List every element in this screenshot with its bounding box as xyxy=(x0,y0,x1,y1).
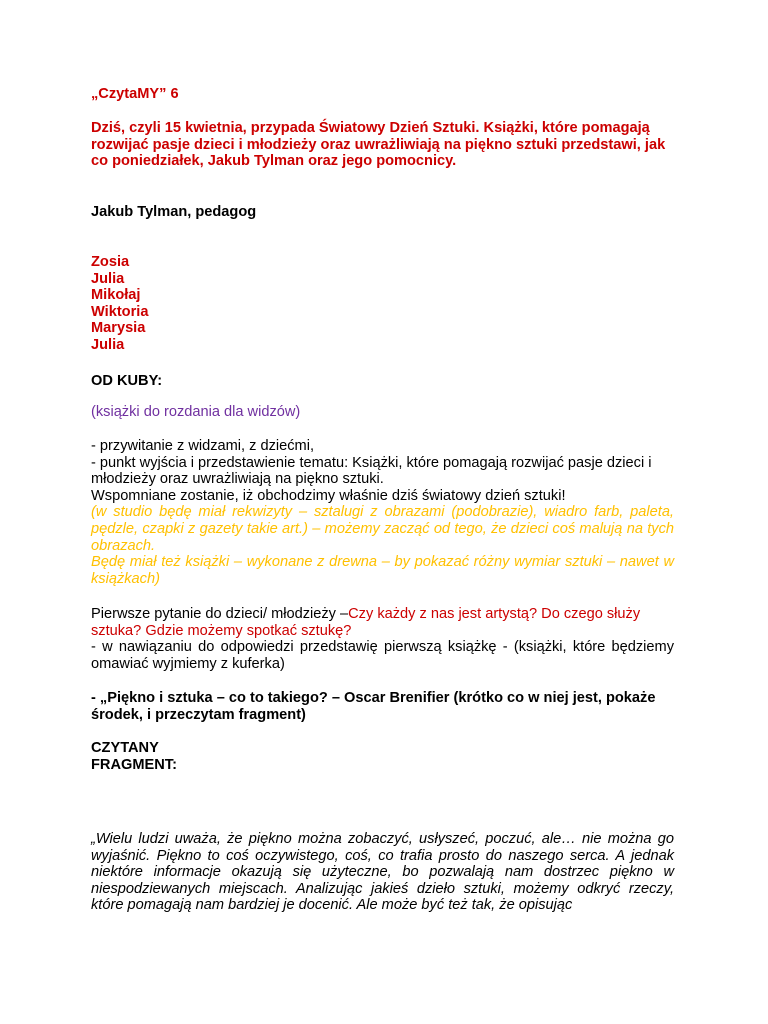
plan-block xyxy=(91,438,674,587)
books-note: (książki do rozdania dla widzów) xyxy=(91,404,301,420)
quote-paragraph: „Wielu ludzi uważa, że piękno można zobaczyć, usłyszeć, poczuć, ale… nie można go wyjaśnić. Piękno to coś oczywistego, coś, co trafia prosto do naszego serca. A jednak niektóre informacje okazują się użyteczne, bo pozwalają nam dostrzec piękno w niespodziewanych miejscach. Analizując jakieś dzieło sztuki, możemy odkryć rzeczy, które pomagają nam bardziej je docenić. Ale może być też tak, że opisując xyxy=(91,831,674,914)
helper-name: Wiktoria xyxy=(91,303,149,320)
studio-note: (w studio będę miał rekwizyty – sztalugi z obrazami (podobrazie), wiadro farb, paleta, pędzle, czapki z gazety takie art.) – możemy zacząć od tego, że dzieci coś malują na tych obrazach. xyxy=(91,504,674,554)
fragment-label-line-1: CZYTANY xyxy=(91,740,159,756)
bullet-start-point: - punkt wyjścia i przedstawienie tematu: Książki, które pomagają rozwijać pasje dzieci i młodzieży oraz uwrażliwiają na piękno sztuki. xyxy=(91,454,652,488)
mention-line: Wspomniane zostanie, iż obchodzimy właśnie dziś światowy dzień sztuki! xyxy=(91,487,566,504)
helper-name: Julia xyxy=(91,336,125,353)
book-entry: - „Piękno i sztuka – co to takiego? – Oscar Brenifier (krótko co w niej jest, pokaże środek, i przeczytam fragment) xyxy=(91,690,656,723)
fragment-label-line-2: FRAGMENT: xyxy=(91,756,177,773)
intro-paragraph: Dziś, czyli 15 kwietnia, przypada Światowy Dzień Sztuki. Książki, które pomagają rozwijać pasje dzieci i młodzieży oraz uwrażliwiają na piękno sztuki przedstawi, jak co poniedziałek, Jakub Tylman oraz jego pomocnicy. xyxy=(91,120,666,170)
wooden-books-note: Będę miał też książki – wykonane z drewna – by pokazać różny wymiar sztuki – nawet w książkach) xyxy=(91,554,674,587)
question-followup: - w nawiązaniu do odpowiedzi przedstawię pierwszą książkę - (książki, które będziemy omawiać wyjmiemy z kuferka) xyxy=(91,639,674,672)
document-title: „CzytaMY” 6 xyxy=(91,86,179,102)
question-lead: Pierwsze pytanie do dzieci/ młodzieży – xyxy=(91,606,349,622)
helper-name: Mikołaj xyxy=(91,287,141,304)
helper-name: Zosia xyxy=(91,254,130,270)
helpers-list xyxy=(91,254,674,354)
question-text: Czy każdy z nas jest artystą? Do czego służy sztuka? Gdzie możemy spotkać sztukę? xyxy=(91,606,641,639)
author-line: Jakub Tylman, pedagog xyxy=(91,204,257,220)
helper-name: Marysia xyxy=(91,320,146,337)
question-block xyxy=(91,606,674,672)
bullet-welcome: - przywitanie z widzami, z dziećmi, xyxy=(91,438,315,454)
section-heading-od-kuby: OD KUBY: xyxy=(91,373,163,389)
fragment-label xyxy=(91,740,674,773)
helper-name: Julia xyxy=(91,270,125,287)
